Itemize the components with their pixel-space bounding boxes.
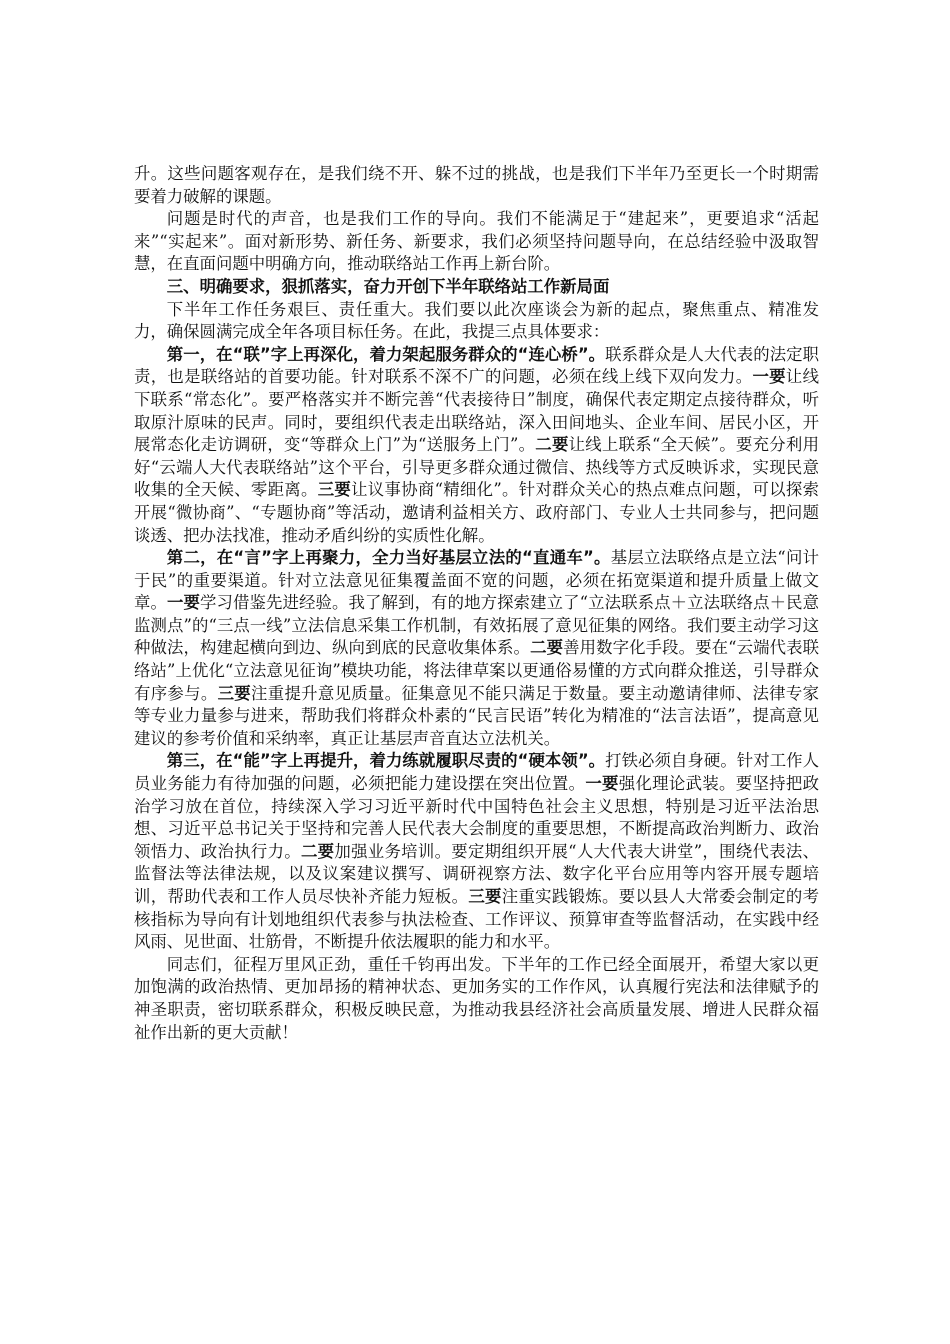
requirement-three-text-3: 加强业务培训。要定期组织开展“人大代表大讲堂”，围绕代表法、监督法等法律法规，以及议案建议撰写、调研视察方法、数字化平台应用等内容开展专题培训，帮助代表和工作人员尽快补齐能力短板。: [134, 841, 820, 906]
requirement-two-point-1-label: 一要: [167, 593, 201, 613]
requirement-two-text-1: 基层立法联络点是立法“问计于民”的重要渠道。针对立法意见征集覆盖面不宽的问题，必须在拓宽渠道和提升质量上做文章。: [134, 548, 819, 613]
requirement-three-lead: 第三，在“能”字上再提升，着力练就履职尽责的“硬本领”。: [166, 751, 606, 771]
requirement-two-point-2-label: 二要: [530, 638, 564, 658]
paragraph-requirement-three: [134, 750, 819, 953]
document-body: [134, 163, 819, 1044]
paragraph-problem-orientation: 问题是时代的声音，也是我们工作的导向。我们不能满足于“建起来”，更要追求“活起来”“实起来”。面对新形势、新任务、新要求，我们必须坚持问题导向，在总结经验中汲取智慧，在直面问题中明确方向，推动联络站工作再上新台阶。: [134, 209, 819, 274]
requirement-one-text-4: 让议事协商“精细化”。针对群众关心的热点难点问题，可以探索开展“微协商”、“专题协商”等活动，邀请利益相关方、政府部门、专业人士共同参与，把问题谈透、把办法找准，推动矛盾纠纷的实质性化解。: [134, 480, 820, 545]
requirement-one-text-2: 让线下联系“常态化”。要严格落实并不断完善“代表接待日”制度，确保代表定期定点接待群众，听取原汁原味的民声。同时，要组织代表走出联络站，深入田间地头、企业车间、居民小区，开展常态化走访调研，变“等群众上门”为“送服务上门”。: [134, 367, 820, 455]
requirement-one-point-1-label: 一要: [752, 367, 786, 387]
requirement-two-text-2: 学习借鉴先进经验。我了解到，有的地方探索建立了“立法联系点＋立法联络点＋民意监测点”的“三点一线”立法信息采集工作机制，有效拓展了意见征集的网络。我们要主动学习这种做法，构建起横向到边、纵向到底的民意收集体系。: [134, 593, 820, 658]
requirement-two-text-3: 善用数字化手段。要在“云端代表联络站”上优化“立法意见征询”模块功能，将法律草案以更通俗易懂的方式向群众推送，引导群众有序参与。: [134, 638, 819, 703]
requirement-one-text-3: 让线上联系“全天候”。要充分利用好“云端人大代表联络站”这个平台，引导更多群众通过微信、热线等方式反映诉求，实现民意收集的全天候、零距离。: [134, 435, 819, 500]
requirement-three-point-1-label: 一要: [585, 774, 619, 794]
requirement-two-point-3-label: 三要: [217, 683, 252, 703]
paragraph-requirement-one: [134, 344, 819, 547]
paragraph-continuation: 升。这些问题客观存在，是我们绕不开、躲不过的挑战，也是我们下半年乃至更长一个时期需要着力破解的课题。: [134, 164, 819, 206]
paragraph-closing: 同志们，征程万里风正劲，重任千钧再出发。下半年的工作已经全面展开，希望大家以更加饱满的政治热情、更加昂扬的精神状态、更加务实的工作作风，认真履行宪法和法律赋予的神圣职责，密切联系群众，积极反映民意，为推动我县经济社会高质量发展、增进人民群众福祉作出新的更大贡献！: [134, 954, 819, 1042]
requirement-one-text-1: 联系群众是人大代表的法定职责，也是联络站的首要功能。针对联系不深不广的问题，必须在线上线下双向发力。: [134, 344, 819, 387]
paragraph-requirements-intro: 下半年工作任务艰巨、责任重大。我们要以此次座谈会为新的起点，聚焦重点、精准发力，确保圆满完成全年各项目标任务。在此，我提三点具体要求：: [134, 299, 819, 342]
requirement-three-text-2: 强化理论武装。要坚持把政治学习放在首位，持续深入学习习近平新时代中国特色社会主义思想，特别是习近平法治思想、习近平总书记关于坚持和完善人民代表大会制度的重要思想，不断提高政治判断力、政治领悟力、政治执行力。: [134, 774, 820, 861]
requirement-one-lead: 第一，在“联”字上再深化，着力架起服务群众的“连心桥”。: [166, 344, 606, 364]
requirement-two-lead: 第二，在“言”字上再聚力，全力当好基层立法的“直通车”。: [166, 548, 611, 568]
requirement-three-point-3-label: 三要: [468, 887, 502, 906]
paragraph-requirement-two: [134, 547, 819, 750]
requirement-two-text-4: 注重提升意见质量。征集意见不能只满足于数量。要主动邀请律师、法律专家等专业力量参与进来，帮助我们将群众朴素的“民言民语”转化为精准的“法言法语”，提高意见建议的参考价值和采纳率，真正让基层声音直达立法机关。: [134, 683, 820, 748]
requirement-one-point-2-label: 二要: [535, 435, 569, 455]
requirement-one-point-3-label: 三要: [317, 480, 352, 500]
requirement-three-point-2-label: 二要: [300, 841, 335, 861]
requirement-three-text-1: 打铁必须自身硬。针对工作人员业务能力有待加强的问题，必须把能力建设摆在突出位置。: [134, 751, 819, 794]
requirement-three-text-4: 注重实践锻炼。要以县人大常委会制定的考核指标为导向有计划地组织代表参与执法检查、工作评议、预算审查等监督活动，在实践中经风雨、见世面、壮筋骨，不断提升依法履职的能力和水平。: [134, 887, 820, 952]
section-heading-three: 三、明确要求，狠抓落实，奋力开创下半年联络站工作新局面: [166, 276, 610, 296]
